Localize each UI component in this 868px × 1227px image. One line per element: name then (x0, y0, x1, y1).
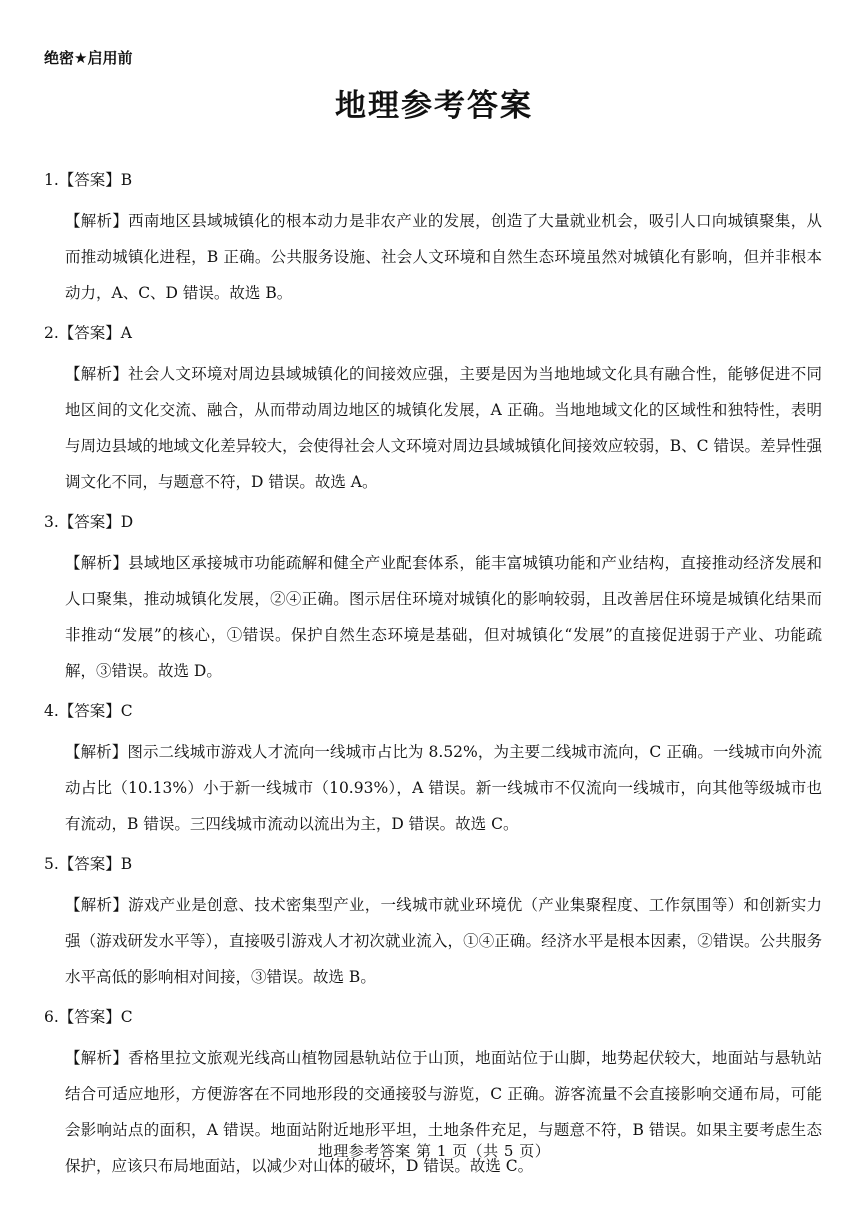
analysis-text: 【解析】西南地区县域城镇化的根本动力是非农产业的发展，创造了大量就业机会，吸引人口向城镇聚集，从而推动城镇化进程，B 正确。公共服务设施、社会人文环境和自然生态环境虽然对城镇化有影响，但并非根本动力，A、C、D 错误。故选 B。 (65, 212, 822, 302)
answer-line (44, 321, 822, 345)
answer-line (44, 1005, 822, 1029)
question-number: 3. (44, 513, 59, 531)
question-number: 4. (44, 702, 59, 720)
answer-text: 【答案】A (58, 324, 132, 342)
answer-line (44, 699, 822, 723)
question-number: 5. (44, 855, 59, 873)
secret-label: 绝密★启用前 (44, 49, 133, 67)
question-2 (44, 321, 822, 500)
page-title: 地理参考答案 (335, 88, 533, 124)
answer-line (44, 168, 822, 192)
question-number: 6. (44, 1008, 59, 1026)
question-3 (44, 510, 822, 689)
analysis-text: 【解析】社会人文环境对周边县域城镇化的间接效应强，主要是因为当地地域文化具有融合性，能够促进不同地区间的文化交流、融合，从而带动周边地区的城镇化发展，A 正确。当地地域文化的区域性和独特性，表明与周边县域的地域文化差异较大，会使得社会人文环境对周边县域城镇化间接效应较弱，B、C 错误。差异性强调文化不同，与题意不符，D 错误。故选 A。 (65, 365, 822, 491)
page-footer: 地理参考答案 第 1 页（共 5 页） (317, 1142, 551, 1160)
answer-line (44, 510, 822, 534)
analysis-text: 【解析】县域地区承接城市功能疏解和健全产业配套体系，能丰富城镇功能和产业结构，直接推动经济发展和人口聚集，推动城镇化发展，②④正确。图示居住环境对城镇化的影响较弱，且改善居住环境是城镇化结果而非推动“发展”的核心，①错误。保护自然生态环境是基础，但对城镇化“发展”的直接促进弱于产业、功能疏解，③错误。故选 D。 (65, 554, 822, 680)
answer-text: 【答案】C (58, 702, 133, 720)
analysis-text: 【解析】图示二线城市游戏人才流向一线城市占比为 8.52%，为主要二线城市流向，C 正确。一线城市向外流动占比（10.13%）小于新一线城市（10.93%），A 错误。新一线城市不仅流向一线城市，向其他等级城市也有流动，B 错误。三四线城市流动以流出为主，D 错误。故选 C。 (65, 743, 822, 833)
question-number: 1. (44, 171, 59, 189)
question-1 (44, 168, 822, 311)
question-list (44, 168, 822, 1194)
answer-text: 【答案】D (58, 513, 134, 531)
answer-line (44, 852, 822, 876)
analysis-text: 【解析】香格里拉文旅观光线高山植物园悬轨站位于山顶，地面站位于山脚，地势起伏较大，地面站与悬轨站结合可适应地形，方便游客在不同地形段的交通接驳与游览，C 正确。游客流量不会直接影响交通布局，可能会影响站点的面积，A 错误。地面站附近地形平坦，土地条件充足，与题意不符，B 错误。如果主要考虑生态保护，应该只布局地面站，以减少对山体的破坏，D 错误。故选 C。 (65, 1049, 822, 1175)
answer-text: 【答案】C (58, 1008, 133, 1026)
answer-text: 【答案】B (58, 855, 133, 873)
analysis-text: 【解析】游戏产业是创意、技术密集型产业，一线城市就业环境优（产业集聚程度、工作氛围等）和创新实力强（游戏研发水平等），直接吸引游戏人才初次就业流入，①④正确。经济水平是根本因素，②错误。公共服务水平高低的影响相对间接，③错误。故选 B。 (65, 896, 822, 986)
question-4 (44, 699, 822, 842)
question-5 (44, 852, 822, 995)
question-number: 2. (44, 324, 59, 342)
answer-text: 【答案】B (58, 171, 133, 189)
